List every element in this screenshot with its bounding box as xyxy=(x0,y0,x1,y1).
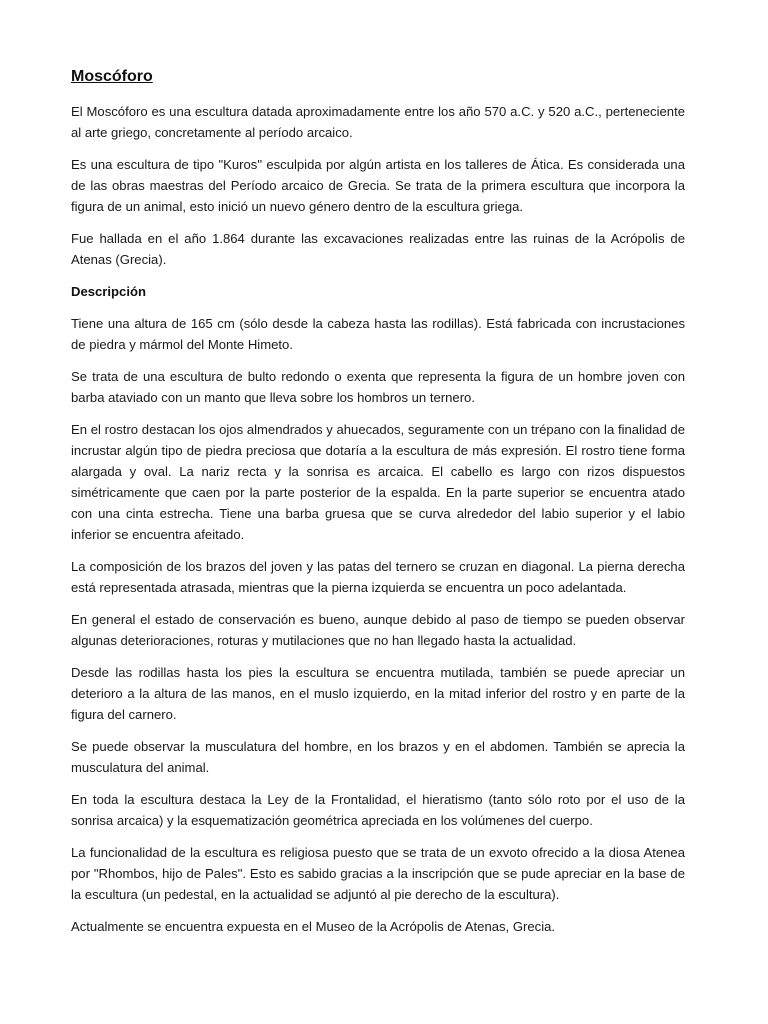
paragraph-body-9: La funcionalidad de la escultura es religiosa puesto que se trata de un exvoto ofrecido a la diosa Atenea por "Rhombos, hijo de Pales". Esto es sabido gracias a la inscripción que se pude apreciar en la base de la escultura (un pedestal, en la actualidad se adjuntó al pie derecho de la escultura). xyxy=(71,845,685,902)
paragraph-body-8: En toda la escultura destaca la Ley de la Frontalidad, el hieratismo (tanto sólo roto por el uso de la sonrisa arcaica) y la esquematización geométrica apreciada en los volúmenes del cuerpo. xyxy=(71,792,685,828)
paragraph-intro-2: Es una escultura de tipo "Kuros" esculpida por algún artista en los talleres de Ática. Es considerada una de las obras maestras del Período arcaico de Grecia. Se trata de la primera escultura que incorpora la figura de un animal, esto inició un nuevo género dentro de la escultura griega. xyxy=(71,157,685,214)
paragraph-intro-1: El Moscóforo es una escultura datada aproximadamente entre los año 570 a.C. y 520 a.C., perteneciente al arte griego, concretamente al período arcaico. xyxy=(71,104,685,140)
paragraph-body-1: Tiene una altura de 165 cm (sólo desde la cabeza hasta las rodillas). Está fabricada con incrustaciones de piedra y mármol del Monte Himeto. xyxy=(71,316,685,352)
paragraph-body-5: En general el estado de conservación es bueno, aunque debido al paso de tiempo se pueden observar algunas deterioraciones, roturas y mutilaciones que no han llegado hasta la actualidad. xyxy=(71,612,685,648)
paragraph-body-4: La composición de los brazos del joven y las patas del ternero se cruzan en diagonal. La pierna derecha está representada atrasada, mientras que la pierna izquierda se encuentra un poco adelantada. xyxy=(71,559,685,595)
paragraph-intro-3: Fue hallada en el año 1.864 durante las excavaciones realizadas entre las ruinas de la Acrópolis de Atenas (Grecia). xyxy=(71,231,685,267)
paragraph-body-7: Se puede observar la musculatura del hombre, en los brazos y en el abdomen. También se aprecia la musculatura del animal. xyxy=(71,739,685,775)
section-heading-descripcion: Descripción xyxy=(71,284,146,299)
paragraph-body-6: Desde las rodillas hasta los pies la escultura se encuentra mutilada, también se puede apreciar un deterioro a la altura de las manos, en el muslo izquierdo, en la mitad inferior del rostro y en parte de la figura del carnero. xyxy=(71,665,685,722)
paragraph-body-3: En el rostro destacan los ojos almendrados y ahuecados, seguramente con un trépano con la finalidad de incrustar algún tipo de piedra preciosa que dotaría a la escultura de más expresión. El rostro tiene forma alargada y oval. La nariz recta y la sonrisa es arcaica. El cabello es largo con rizos dispuestos simétricamente que caen por la parte posterior de la espalda. En la parte superior se encuentra atado con una cinta estrecha. Tiene una barba gruesa que se curva alrededor del labio superior y el labio inferior se encuentra afeitado. xyxy=(71,422,685,542)
document-page xyxy=(71,66,685,948)
document-title: Moscóforo xyxy=(71,68,153,85)
paragraph-body-10: Actualmente se encuentra expuesta en el Museo de la Acrópolis de Atenas, Grecia. xyxy=(71,919,556,934)
paragraph-body-2: Se trata de una escultura de bulto redondo o exenta que representa la figura de un hombre joven con barba ataviado con un manto que lleva sobre los hombros un ternero. xyxy=(71,369,685,405)
